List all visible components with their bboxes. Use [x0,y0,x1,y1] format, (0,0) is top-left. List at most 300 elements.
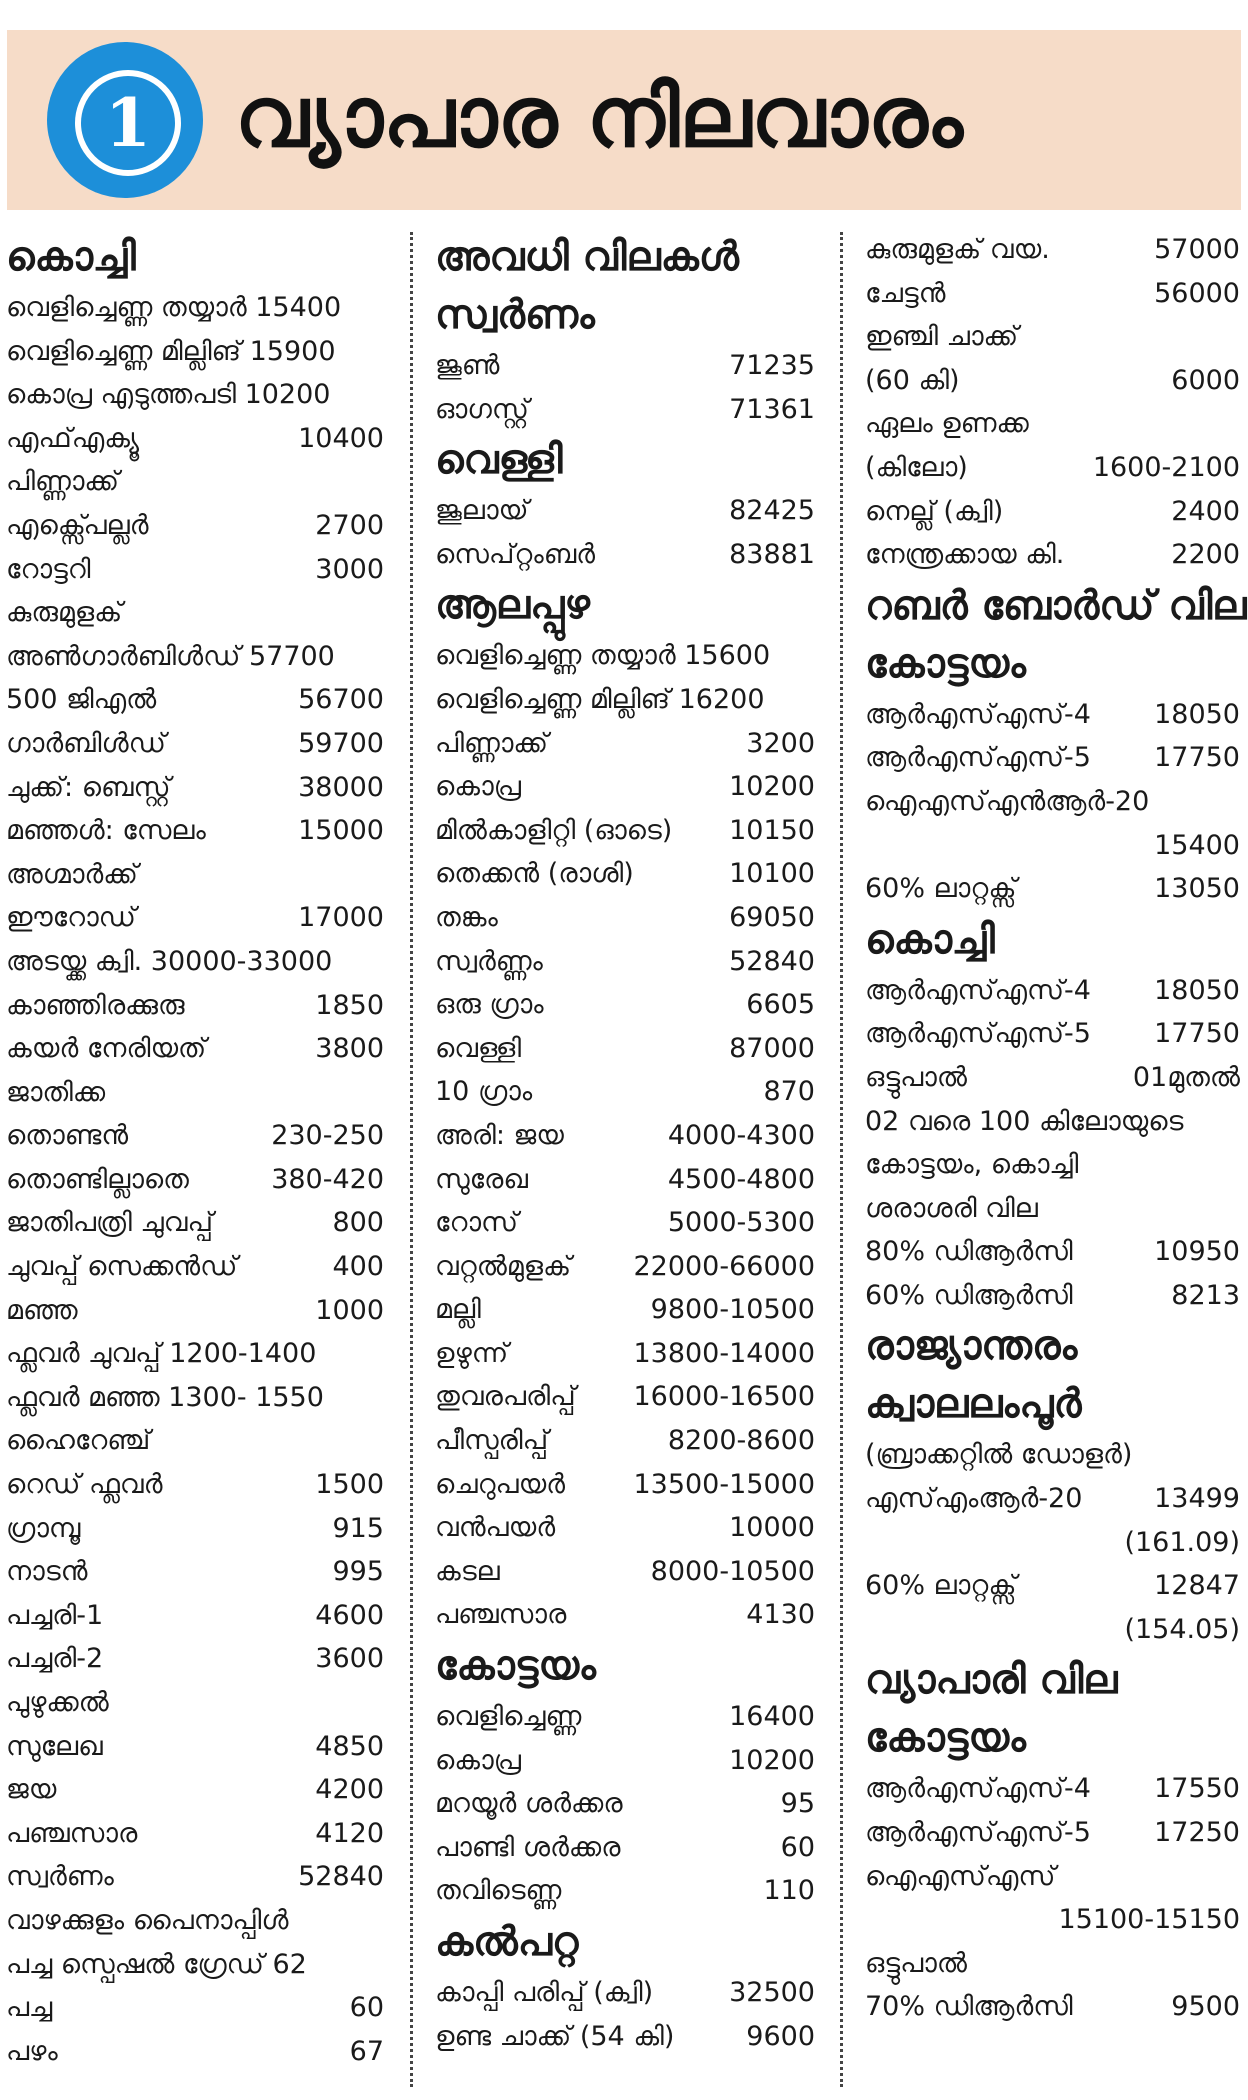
item-name: ഉഴുന്ന് [435,1337,509,1369]
price-row [865,1608,1240,1652]
item-name: ആർഎസ്എസ്-4 [865,1773,1091,1805]
item-price: 1000 [315,1294,384,1326]
item-name: എഫ്എക്യൂ [6,422,140,454]
price-row [865,1564,1240,1608]
item-name: സ്വർണം [6,1861,114,1893]
price-row [435,852,815,896]
price-row [435,896,815,940]
item-price: 10200 [729,1744,815,1776]
price-row [435,678,815,722]
item-name: വെളിച്ചെണ്ണ [435,1701,582,1733]
item-price: 8213 [1171,1279,1240,1311]
column-divider [840,232,843,2087]
section-heading: കോട്ടയം [435,1643,596,1690]
item-name: ചുവപ്പ് സെക്കൻഡ് [6,1251,238,1283]
item-price: 1500 [315,1469,384,1501]
item-price: 2700 [315,509,384,541]
item-name: കൊപ്ര [435,771,521,803]
price-row [435,1288,815,1332]
item-name: കൊപ്ര എടുത്തപടി 10200 [6,379,331,411]
item-name: ഒട്ടുപാൽ [865,1947,967,1979]
item-price: 4130 [746,1599,815,1631]
price-row [865,359,1240,403]
item-name: സുലേഖ [6,1730,103,1762]
item-name: 60% ലാറ്റക്സ് [865,873,1017,905]
price-row [6,504,384,548]
item-price: 13499 [1154,1483,1240,1515]
item-name: ഈറോഡ് [6,902,136,934]
item-price: 56000 [1154,277,1240,309]
item-name: 60% ഡിആർസി [865,1279,1073,1311]
item-name: ഏലം ഉണക്ക [865,408,1029,440]
price-row [6,1332,384,1376]
item-name: ജാതിപത്രി ചുവപ്പ് [6,1207,214,1239]
price-row [435,1869,815,1913]
price-row [6,1027,384,1071]
item-name: വാഴക്കുളം പൈനാപ്പിൾ [6,1904,289,1936]
price-row [435,765,815,809]
item-name: തൊണ്ടൻ [6,1120,129,1152]
price-row [435,2015,815,2059]
price-column-2 [435,228,815,2058]
price-row [6,1725,384,1769]
item-name: എക്സ്പെല്ലർ [6,509,149,541]
price-row [865,1811,1240,1855]
item-price: 9600 [746,2020,815,2052]
item-name: വെളിച്ചെണ്ണ മില്ലിങ് 15900 [6,335,336,367]
section-heading: ക്വാലലംപൂർ [865,1381,1082,1428]
item-price: 8000-10500 [650,1555,815,1587]
price-row [865,490,1240,534]
item-name: 60% ലാറ്റക്സ് [865,1570,1017,1602]
item-name: തവിടെണ്ണ [435,1875,562,1907]
price-row [6,984,384,1028]
price-row [6,853,384,897]
price-row [6,809,384,853]
item-name: ഹൈറേഞ്ച് [6,1425,151,1457]
item-name: അരി: ജയ [435,1119,564,1151]
price-row [435,1245,815,1289]
item-price: 2200 [1171,539,1240,571]
item-name: മഞ്ഞൾ: സേലം [6,815,206,847]
price-row [6,1681,384,1725]
price-row [6,896,384,940]
item-price: 3200 [746,727,815,759]
price-row [6,635,384,679]
price-row [865,272,1240,316]
item-name: ജാതിക്ക [6,1076,106,1108]
item-name: പുഴുക്കൽ [6,1687,109,1718]
price-row [435,722,815,766]
item-price: 17750 [1154,1018,1240,1050]
item-name: നേന്ത്രക്കായ കി. [865,539,1065,571]
price-row [865,1187,1240,1231]
price-row [6,1637,384,1681]
item-price: 56700 [298,684,384,716]
section-heading: കൊച്ചി [865,916,995,963]
price-row [6,678,384,722]
section-heading: അവധി വിലകൾ [435,234,739,280]
item-name: (ബ്രാക്കറ്റിൽ ഡോളർ) [865,1439,1133,1471]
price-row [6,1855,384,1899]
price-row [6,1463,384,1507]
price-row [6,1550,384,1594]
item-price: 10950 [1154,1236,1240,1268]
section-heading: സ്വർണം [435,292,595,338]
price-row [6,548,384,592]
item-price: 9800-10500 [650,1294,815,1326]
price-row [6,1245,384,1289]
item-name: സുരേഖ [435,1163,528,1195]
item-price: 110 [763,1875,815,1907]
price-row [6,1158,384,1202]
price-row [435,1070,815,1114]
price-row [865,1100,1240,1144]
item-name: വെളിച്ചെണ്ണ തയ്യാർ 15400 [6,292,342,323]
price-row [435,634,815,678]
item-price: 4600 [315,1599,384,1631]
price-row [865,1477,1240,1521]
item-name: നെല്ല് (ക്വി) [865,495,1004,527]
price-row [865,1056,1240,1100]
item-price: 4850 [315,1730,384,1762]
item-price: 10000 [729,1512,815,1544]
price-row [6,1376,384,1420]
price-row [865,1274,1240,1318]
item-name: റോസ് [435,1207,519,1239]
price-row [865,780,1240,824]
item-name: പച്ച [6,1992,53,2024]
item-name: പച്ചരി-2 [6,1643,104,1675]
item-price: 69050 [729,901,815,933]
item-price: 1600-2100 [1092,451,1240,483]
item-name: പാണ്ടി ശർക്കര [435,1831,621,1863]
item-name: നാടൻ [6,1556,88,1588]
item-name: മിൽകാളിറ്റി (ഓടെ) [435,814,673,846]
item-name: പിണ്ണാക്ക് [435,727,549,759]
price-row [6,1812,384,1856]
price-row [6,330,384,374]
item-price: 18050 [1154,974,1240,1006]
price-row [865,1143,1240,1187]
item-name: ഐഎസ്എൻആർ-20 [865,785,1150,817]
price-row [6,1899,384,1943]
item-price: 59700 [298,727,384,759]
item-name: സെപ്റ്റംബർ [435,538,596,570]
item-name: വെള്ളി [435,1032,522,1064]
item-price: 8200-8600 [667,1425,815,1457]
section-heading: കോട്ടയം [865,1715,1026,1762]
page-title: വ്യാപാര നിലവാരം [235,68,963,166]
price-row [435,983,815,1027]
item-name: ഒട്ടുപാൽ [865,1061,967,1093]
item-price: 17000 [298,902,384,934]
item-price: 230-250 [271,1120,384,1152]
item-name: 70% ഡിആർസി [865,1991,1073,2023]
badge-number: 1 [75,70,181,176]
item-name: വറ്റൽമുളക് [435,1250,572,1282]
item-price: 6605 [746,989,815,1021]
price-row [6,722,384,766]
item-price: 17250 [1154,1817,1240,1849]
price-row [6,1507,384,1551]
price-row [6,1289,384,1333]
item-name: ചുക്ക്: ബെസ്റ്റ് [6,771,171,803]
item-price: 800 [332,1207,384,1239]
price-row [435,533,815,577]
item-name: ചെറുപയർ [435,1468,566,1500]
price-row [435,809,815,853]
price-row [865,1433,1240,1477]
item-price: 52840 [298,1861,384,1893]
section-heading: കോട്ടയം [865,640,1026,687]
item-price: 400 [332,1251,384,1283]
price-row [6,460,384,504]
price-row [865,867,1240,911]
item-price: 52840 [729,945,815,977]
price-row [435,1550,815,1594]
price-row [865,1230,1240,1274]
price-row [435,388,815,432]
item-price: 13500-15000 [633,1468,815,1500]
price-row [865,1898,1240,1942]
item-name: പഞ്ചസാര [435,1599,567,1631]
section-heading: വെള്ളി [435,437,563,484]
section-heading: റബർ ബോർഡ് വില [865,582,1247,629]
item-price: 10200 [729,771,815,803]
price-row [435,1201,815,1245]
item-name: ആർഎസ്എസ്-4 [865,698,1091,730]
item-name: തുവരപരിപ്പ് [435,1381,576,1413]
item-name: ഫ്ലവർ മഞ്ഞ 1300- 1550 [6,1381,324,1413]
item-name: കൊപ്ര [435,1744,521,1776]
item-name: ഫ്ലവർ ചുവപ്പ് 1200-1400 [6,1338,317,1370]
price-row [6,1071,384,1115]
item-price: 13050 [1154,873,1240,905]
item-name: കുരുമുളക് വയ. [865,234,1050,265]
price-row [6,1768,384,1812]
item-name: തെക്കൻ (രാശി) [435,858,634,890]
item-name: പിണ്ണാക്ക് [6,466,120,498]
item-name: (കിലോ) [865,451,968,483]
price-row [435,1419,815,1463]
item-name: ഐഎസ്എസ് [865,1860,1056,1892]
item-price: 9500 [1171,1991,1240,2023]
price-row [865,533,1240,577]
item-price: 60 [780,1831,815,1863]
item-price: 15400 [1154,829,1240,861]
price-row [435,1826,815,1870]
item-price: 3800 [315,1033,384,1065]
item-name: വെളിച്ചെണ്ണ തയ്യാർ 15600 [435,640,771,672]
price-row [435,940,815,984]
item-price: (161.09) [1124,1526,1240,1558]
price-row [6,940,384,984]
item-price: 3600 [315,1643,384,1675]
item-price: 1850 [315,989,384,1021]
item-price: 870 [763,1076,815,1108]
price-column-1 [6,228,384,2073]
item-name: ശരാശരി വില [865,1192,1038,1224]
item-name: സ്വർണ്ണം [435,945,543,977]
item-price: 15000 [298,815,384,847]
item-name: ആർഎസ്എസ്-5 [865,1018,1091,1050]
item-name: ആർഎസ്എസ്-5 [865,742,1091,774]
header-banner [7,30,1241,210]
item-name: ഓഗസ്റ്റ് [435,393,529,425]
item-price: 2400 [1171,495,1240,527]
item-name: 02 വരെ 100 കിലോയുടെ [865,1105,1184,1137]
item-name: ചേട്ടൻ [865,277,946,309]
price-row [435,344,815,388]
price-row [6,1986,384,2030]
item-price: 16400 [729,1701,815,1733]
item-price: 60 [349,1992,384,2024]
item-name: കടല [435,1555,500,1587]
price-row [865,1855,1240,1899]
price-row [6,591,384,635]
item-name: കാഞ്ഞിരക്കുരു [6,989,185,1021]
item-name: 10 ഗ്രാം [435,1076,533,1108]
item-name: കോട്ടയം, കൊച്ചി [865,1149,1079,1181]
section-heading: ആലപ്പുഴ [435,582,590,629]
item-price: 71361 [729,393,815,425]
price-row [6,286,384,330]
item-price: 10400 [298,422,384,454]
item-price: 17750 [1154,742,1240,774]
price-row [865,693,1240,737]
item-name: ഒരു ഗ്രാം [435,989,544,1021]
item-price: 16000-16500 [633,1381,815,1413]
item-price: 12847 [1154,1570,1240,1602]
item-price: 4200 [315,1774,384,1806]
item-name: 500 ജിഎൽ [6,684,157,716]
price-row [435,1027,815,1071]
item-name: ഉണ്ട ചാക്ക് (54 കി) [435,2020,675,2052]
item-name: പീസ്പരിപ്പ് [435,1425,549,1457]
section-heading: കൽപറ്റ [435,1919,579,1965]
price-row [435,1463,815,1507]
price-row [6,766,384,810]
price-row [865,969,1240,1013]
item-name: അൺഗാർബിൾഡ് 57700 [6,640,335,672]
number-badge-icon [47,42,203,198]
item-price: 95 [780,1788,815,1820]
price-row [865,1012,1240,1056]
item-name: എസ്എംആർ-20 [865,1483,1083,1515]
item-name: മല്ലി [435,1294,481,1326]
price-row [435,1782,815,1826]
price-row [865,402,1240,446]
item-price: 22000-66000 [633,1250,815,1282]
price-row [865,1942,1240,1986]
item-price: 6000 [1171,364,1240,396]
item-price: 38000 [298,771,384,803]
price-row [6,1594,384,1638]
price-row [435,1971,815,2015]
item-name: അടയ്ക്ക ക്വി. 30000-33000 [6,945,333,977]
item-price: 995 [332,1556,384,1588]
item-name: വൻപയർ [435,1512,556,1544]
price-row [865,1521,1240,1565]
item-name: റെഡ് ഫ്ലവർ [6,1469,163,1501]
item-price: 10150 [729,814,815,846]
price-row [435,1375,815,1419]
item-price: 4500-4800 [667,1163,815,1195]
item-name: റോട്ടറി [6,553,91,585]
price-row [865,1767,1240,1811]
price-row [435,1114,815,1158]
item-name: ആർഎസ്എസ്-4 [865,974,1091,1006]
item-price: 4120 [315,1817,384,1849]
item-price: 01മുതൽ [1132,1061,1240,1093]
price-column-3 [865,228,1247,2029]
item-price: 71235 [729,350,815,381]
item-price: 10100 [729,858,815,890]
item-name: കുരുമുളക് [6,597,123,629]
price-row [435,1695,815,1739]
price-row [865,228,1240,272]
price-row [6,1201,384,1245]
column-divider [410,232,413,2087]
section-heading: രാജ്യാന്തരം [865,1323,1078,1370]
item-name: തൊണ്ടില്ലാതെ [6,1163,189,1195]
item-name: പഞ്ചസാര [6,1817,138,1849]
price-row [865,1985,1240,2029]
item-name: ഗാർബിൾഡ് [6,727,166,759]
item-price: 915 [332,1512,384,1544]
item-name: ജയ [6,1774,57,1806]
item-price: 5000-5300 [667,1207,815,1239]
section-heading: കൊച്ചി [6,234,136,280]
item-price: 3000 [315,553,384,585]
item-price: 380-420 [271,1163,384,1195]
item-name: അഗ്മാർക്ക് [6,858,138,890]
item-name: മറയൂർ ശർക്കര [435,1788,623,1820]
item-name: തങ്കം [435,901,498,933]
item-name: ആർഎസ്എസ്-5 [865,1817,1091,1849]
price-row [435,1158,815,1202]
item-price: 13800-14000 [633,1337,815,1369]
item-name: പച്ച സ്പെഷൽ ഗ്രേഡ് 62 [6,1948,307,1980]
price-row [6,1114,384,1158]
price-row [6,1419,384,1463]
item-price: 83881 [729,538,815,570]
item-price: 67 [349,2035,384,2067]
item-price: (154.05) [1124,1613,1240,1645]
item-name: പച്ചരി-1 [6,1599,104,1631]
price-row [435,1739,815,1783]
price-row [6,2030,384,2074]
price-row [435,1506,815,1550]
item-name: (60 കി) [865,364,960,396]
price-row [435,1593,815,1637]
item-price: 4000-4300 [667,1119,815,1151]
item-name: പഴം [6,2035,58,2067]
item-name: മഞ്ഞ [6,1294,78,1326]
item-price: 87000 [729,1032,815,1064]
item-price: 82425 [729,495,815,527]
item-name: ഇഞ്ചി ചാക്ക് [865,321,1019,353]
price-row [865,824,1240,868]
price-row [6,1943,384,1987]
item-name: ഗ്രാമ്പൂ [6,1512,81,1544]
item-name: ജൂലായ് [435,495,529,527]
price-row [435,489,815,533]
price-row [6,417,384,461]
item-name: കയർ നേരിയത് [6,1033,207,1065]
item-name: കാപ്പി പരിപ്പ് (ക്വി) [435,1977,654,2008]
